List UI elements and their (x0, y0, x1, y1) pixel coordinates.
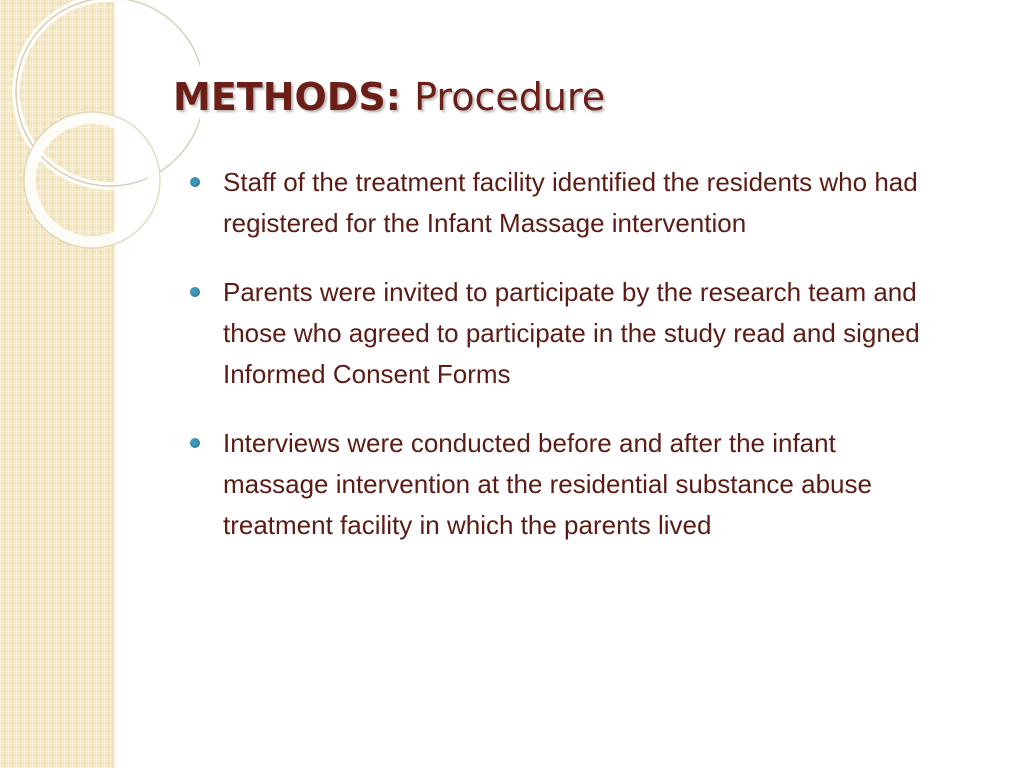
bullet-list (190, 162, 930, 574)
rings-decoration-icon (0, 0, 200, 260)
round-bullet-icon (190, 287, 200, 297)
bullet-item (190, 423, 930, 546)
bullet-text: Staff of the treatment facility identified the residents who had registered for the Infant Massage intervention (223, 167, 918, 238)
title-normal-part: Procedure (414, 75, 606, 119)
round-bullet-icon (190, 438, 200, 448)
round-bullet-icon (190, 177, 200, 187)
bullet-text: Interviews were conducted before and after the infant massage intervention at the residential substance abuse treatment facility in which the parents lived (223, 428, 872, 540)
title-bold-part: METHODS: (173, 75, 401, 119)
slide-title (173, 72, 605, 122)
bullet-item (190, 162, 930, 244)
bullet-text: Parents were invited to participate by the research team and those who agreed to participate in the study read and signed Informed Consent Forms (223, 277, 920, 389)
bullet-item (190, 272, 930, 395)
